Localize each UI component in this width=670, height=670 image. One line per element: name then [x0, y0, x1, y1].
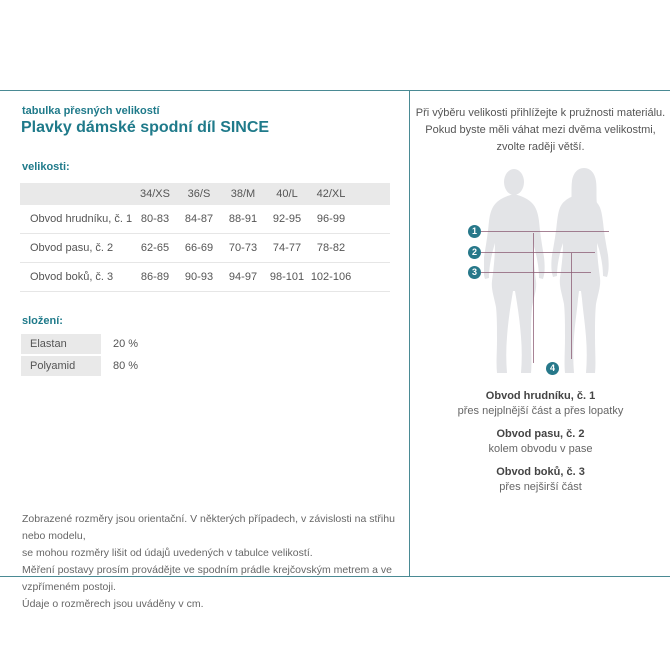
column-header: 40/L [276, 188, 298, 200]
row-label: Obvod pasu, č. 2 [30, 242, 114, 254]
composition-section-label: složení: [22, 315, 63, 327]
legend-description: kolem obvodu v pase [488, 443, 593, 455]
female-body [551, 194, 608, 373]
left-column [0, 91, 410, 610]
length-measure-line-right [571, 253, 572, 359]
size-advice-text [411, 105, 670, 156]
material-name: Elastan [21, 334, 101, 354]
male-body [484, 194, 545, 373]
page-title: Plavky dámské spodní díl SINCE [21, 119, 270, 136]
column-header: 34/XS [140, 188, 170, 200]
note-line: Údaje o rozměrech jsou uváděny v cm. [22, 598, 204, 610]
advice-line: Pokud byste měli váhat mezi dvěma velikostmi, [425, 124, 656, 136]
note-line: se mohou rozměry lišit od údajů uvedených v tabulce velikostí. [22, 547, 313, 559]
male-head [504, 169, 524, 195]
table-cell: 62-65 [140, 242, 170, 254]
marker-3-badge: 3 [468, 266, 481, 279]
chest-measure-line [481, 231, 609, 232]
legend-title: Obvod boků, č. 3 [496, 466, 585, 478]
advice-line: zvolte raději větší. [496, 141, 585, 153]
material-name: Polyamid [21, 356, 101, 376]
advice-line: Při výběru velikosti přihlížejte k pružnosti materiálu. [415, 107, 666, 119]
table-cell: 92-95 [272, 213, 302, 225]
sizes-section-label: velikosti: [22, 161, 70, 173]
row-label: Obvod hrudníku, č. 1 [30, 213, 133, 225]
size-table [20, 183, 390, 292]
row-label: Obvod boků, č. 3 [30, 271, 114, 283]
table-cell: 66-69 [184, 242, 214, 254]
material-percent: 80 % [113, 360, 139, 372]
composition-table [21, 334, 138, 378]
waist-measure-line [481, 252, 595, 253]
column-header: 38/M [230, 188, 256, 200]
table-row [20, 205, 390, 234]
table-cell: 78-82 [316, 242, 346, 254]
note-line: Měření postavy prosím provádějte ve spodním prádle krejčovským metrem a ve vzpřímeném postoji. [22, 564, 392, 593]
table-cell: 102-106 [310, 271, 352, 283]
table-row [20, 263, 390, 292]
column-header: 36/S [187, 188, 211, 200]
legend-item [411, 427, 670, 457]
legend-item [411, 389, 670, 419]
legend-description: přes nejplnější část a přes lopatky [457, 405, 624, 417]
table-cell: 90-93 [184, 271, 214, 283]
table-row [20, 234, 390, 263]
marker-1-badge: 1 [468, 225, 481, 238]
table-cell: 70-73 [228, 242, 258, 254]
table-cell: 74-77 [272, 242, 302, 254]
body-silhouettes-figure [484, 167, 620, 381]
legend-title: Obvod pasu, č. 2 [496, 428, 585, 440]
table-cell: 94-97 [228, 271, 258, 283]
eyebrow-label: tabulka přesných velikostí [22, 105, 160, 117]
table-cell: 80-83 [140, 213, 170, 225]
table-cell: 86-89 [140, 271, 170, 283]
note-line: Zobrazené rozměry jsou orientační. V některých případech, v závislosti na střihu nebo modelu, [22, 513, 395, 542]
measurement-legend [411, 389, 670, 503]
legend-title: Obvod hrudníku, č. 1 [485, 390, 596, 402]
measurement-notes [22, 511, 397, 613]
table-cell: 96-99 [316, 213, 346, 225]
table-cell: 88-91 [228, 213, 258, 225]
hip-measure-line [481, 272, 591, 273]
material-percent: 20 % [113, 338, 139, 350]
marker-2-badge: 2 [468, 246, 481, 259]
table-cell: 84-87 [184, 213, 214, 225]
content-panel [0, 90, 670, 610]
legend-description: přes nejširší část [499, 481, 582, 493]
legend-item [411, 465, 670, 495]
table-cell: 98-101 [269, 271, 305, 283]
right-column [411, 91, 670, 576]
column-header: 42/XL [316, 188, 346, 200]
length-measure-line-left [533, 233, 534, 363]
marker-4-badge: 4 [546, 362, 559, 375]
composition-row [21, 356, 138, 376]
size-table-header [20, 183, 390, 205]
composition-row [21, 334, 138, 354]
